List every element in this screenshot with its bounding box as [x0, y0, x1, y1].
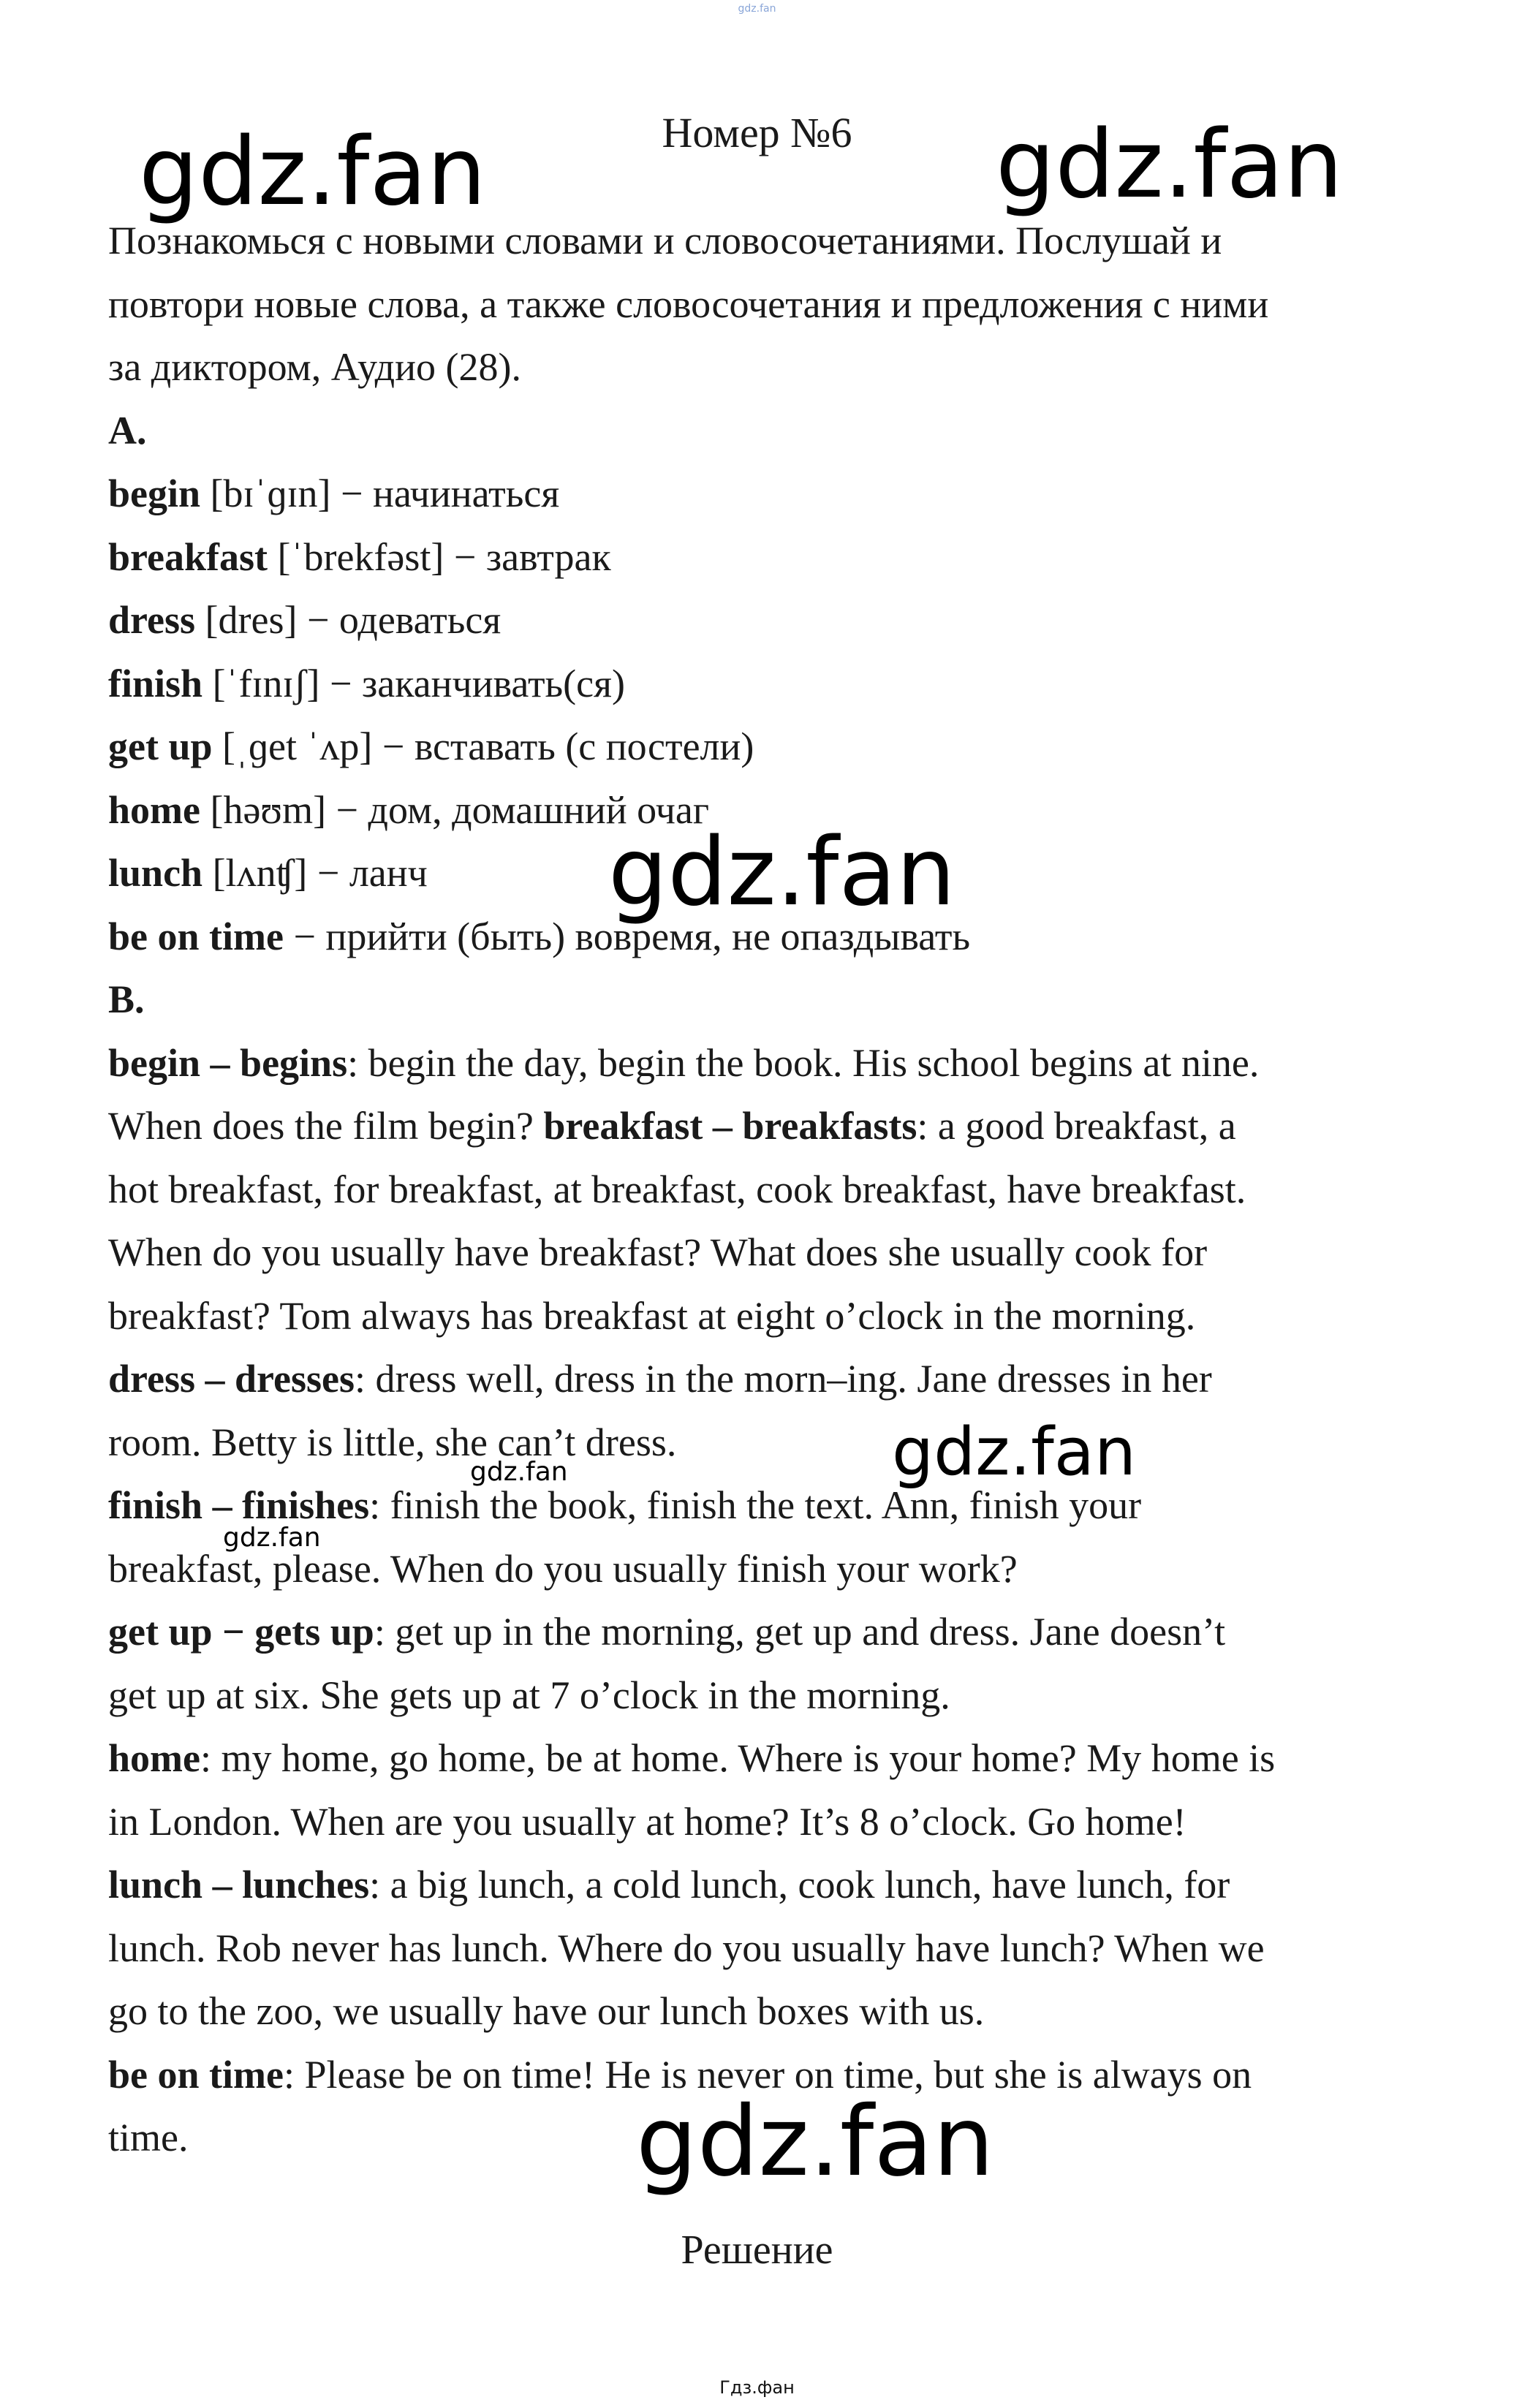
example-text: : a good breakfast, a — [917, 1104, 1236, 1148]
example-text: time. — [108, 2116, 189, 2159]
example-text: : my home, go home, be at home. Where is your home? My home is — [200, 1736, 1276, 1780]
example-text: breakfast? Tom always has breakfast at eight o’clock in the morning. — [108, 1293, 1196, 1338]
example-text: : finish the book, finish the text. Ann, finish your — [369, 1483, 1142, 1527]
example-text: : dress well, dress in the morn–ing. Jane dresses in her — [355, 1357, 1212, 1401]
vocab-word: breakfast — [108, 534, 268, 579]
example-headword: lunch – lunches — [108, 1863, 370, 1907]
section-a-label: A. — [108, 408, 147, 453]
example-text: : Please be on time! He is never on time, but she is always on — [283, 2052, 1252, 2097]
example-text: lunch. Rob never has lunch. Where do you usually have lunch? When we — [108, 1926, 1265, 1970]
section-b-label: B. — [108, 977, 145, 1021]
page-title: Номер №6 — [662, 109, 852, 156]
example-line — [108, 1917, 1417, 1980]
intro-line: Познакомься с новыми словами и словосочетаниями. Послушай и — [108, 219, 1222, 262]
vocab-rest: [lʌnʧ] − ланч — [203, 851, 428, 895]
vocab-rest: [bɪˈɡɪn] − начинаться — [200, 472, 560, 515]
watermark: gdz.fan — [139, 118, 486, 227]
watermark: gdz.fan — [892, 1414, 1136, 1491]
vocab-line — [108, 462, 1417, 526]
example-line — [108, 1664, 1417, 1727]
bottom-page-mark: Гдз.фан — [719, 2377, 795, 2398]
example-text: breakfast, please. When do you usually finish your work? — [108, 1546, 1018, 1591]
example-line — [108, 1158, 1417, 1222]
watermark: gdz.fan — [636, 2086, 994, 2198]
example-text: in London. When are you usually at home? It’s 8 o’clock. Go home! — [108, 1799, 1186, 1844]
example-text: hot breakfast, for breakfast, at breakfast, cook breakfast, have breakfast. — [108, 1167, 1246, 1211]
example-line — [108, 1094, 1417, 1158]
example-text: : begin the day, begin the book. His school begins at nine. — [347, 1040, 1260, 1085]
example-line — [108, 1790, 1417, 1854]
example-headword: begin – begins — [108, 1040, 348, 1085]
example-line — [108, 1600, 1417, 1664]
vocab-line — [108, 588, 1417, 652]
vocab-word: finish — [108, 661, 203, 705]
example-line — [108, 1411, 1417, 1474]
example-headword: breakfast – breakfasts — [543, 1104, 917, 1148]
watermark: gdz.fan — [608, 818, 955, 927]
solution-heading: Решение — [681, 2227, 833, 2273]
example-text: get up at six. She gets up at 7 o’clock in the morning. — [108, 1673, 950, 1717]
example-line — [108, 1853, 1417, 1917]
vocab-word: be on time — [108, 914, 284, 958]
example-text: When does the film begin? — [108, 1104, 544, 1148]
vocab-line — [108, 526, 1417, 589]
watermark: gdz.fan — [470, 1457, 568, 1487]
vocab-word: lunch — [108, 851, 203, 895]
vocab-rest: [ˈfɪnɪʃ] − заканчивать(ся) — [203, 661, 625, 705]
example-line — [108, 1284, 1417, 1348]
top-site-mark: gdz.fan — [738, 3, 776, 15]
watermark: gdz.fan — [996, 110, 1343, 219]
example-text: : a big lunch, a cold lunch, cook lunch, have lunch, for — [369, 1863, 1230, 1907]
example-text: : get up in the morning, get up and dress. Jane doesn’t — [374, 1610, 1226, 1654]
example-text: go to the zoo, we usually have our lunch boxes with us. — [108, 1989, 985, 2033]
intro-line: за диктором, Аудио (28). — [108, 345, 521, 389]
example-headword: be on time — [108, 2052, 284, 2097]
vocab-line — [108, 715, 1417, 779]
vocab-line — [108, 652, 1417, 716]
vocab-word: home — [108, 787, 200, 832]
vocab-rest: [ˈbrekfəst] − завтрак — [268, 534, 611, 579]
intro-line: повтори новые слова, а также словосочетания и предложения с ними — [108, 281, 1269, 326]
vocab-rest: [ˌɡet ˈʌp] − вставать (с постели) — [212, 724, 754, 768]
vocab-rest: − прийти (быть) вовремя, не опаздывать — [283, 914, 971, 958]
example-headword: dress – dresses — [108, 1357, 355, 1401]
watermark: gdz.fan — [223, 1523, 321, 1553]
example-headword: home — [108, 1736, 200, 1780]
example-line — [108, 1031, 1417, 1095]
vocab-rest: [dres] − одеваться — [195, 598, 501, 642]
example-text: room. Betty is little, she can’t dress. — [108, 1420, 677, 1464]
vocab-word: begin — [108, 472, 201, 515]
vocab-word: get up — [108, 724, 213, 768]
vocab-rest: [həʊm] − дом, домашний очаг — [200, 787, 709, 832]
example-line — [108, 1221, 1417, 1284]
text-body — [108, 209, 1417, 2170]
example-line — [108, 1347, 1417, 1411]
example-line — [108, 1727, 1417, 1790]
example-headword: get up − gets up — [108, 1610, 374, 1654]
example-headword: finish – finishes — [108, 1483, 370, 1527]
example-text: When do you usually have breakfast? What does she usually cook for — [108, 1230, 1208, 1274]
example-line — [108, 1980, 1417, 2043]
vocab-word: dress — [108, 598, 196, 642]
